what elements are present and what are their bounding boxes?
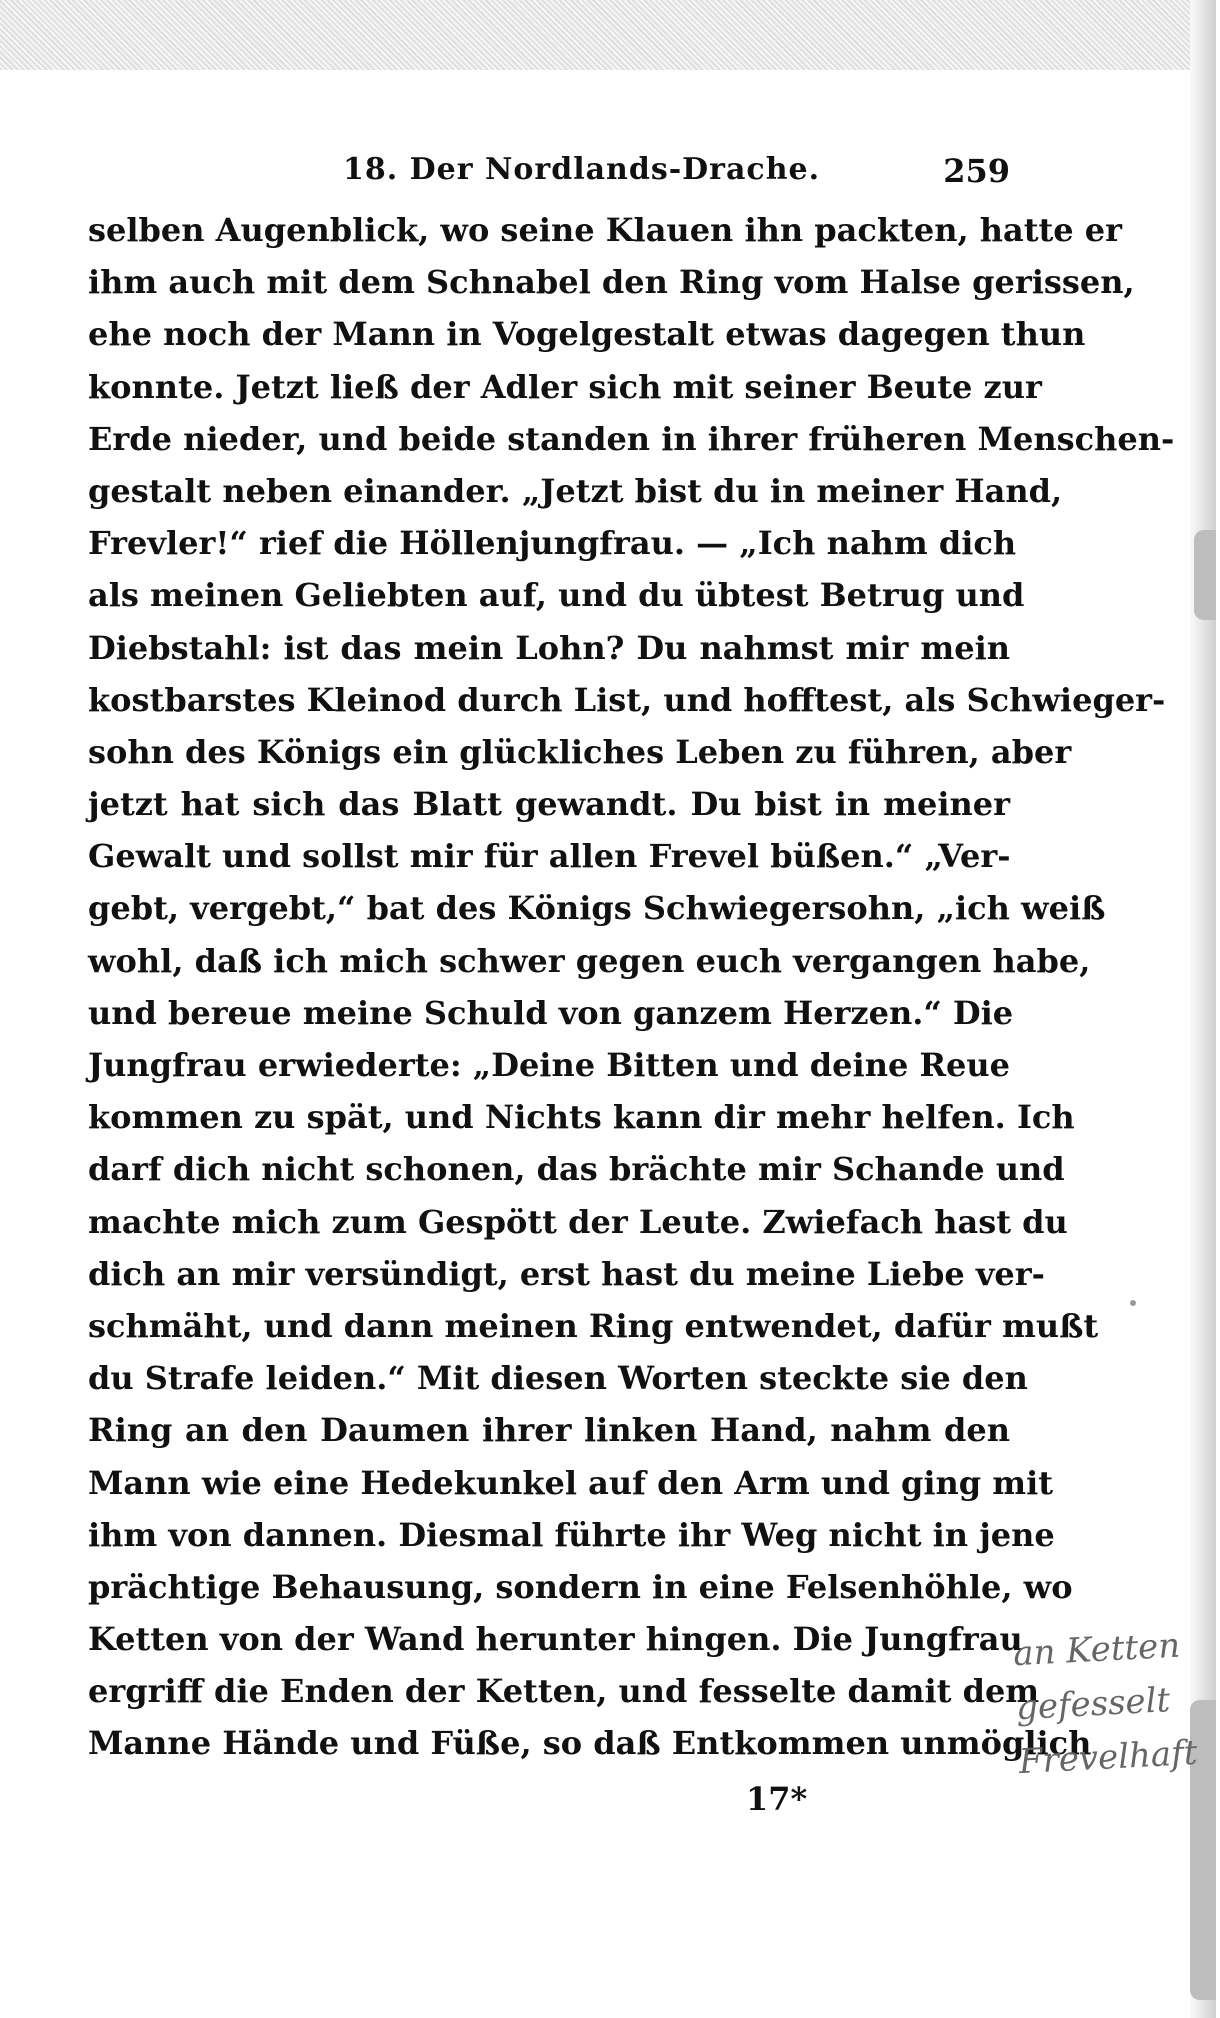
text-line: als meinen Geliebten auf, und du übtest Betrug und [88,576,1025,615]
text-line: selben Augenblick, wo seine Klauen ihn packten, hatte er [88,211,1123,249]
text-line: machte mich zum Gespött der Leute. Zwiefach hast du [88,1202,1068,1241]
text-line: Mann wie eine Hedekunkel auf den Arm und ging mit [88,1463,1054,1502]
margin-note-line: an Ketten [1012,1625,1182,1675]
text-line: jetzt hat sich das Blatt gewandt. Du bist in meiner [88,785,1010,824]
page-footer [88,1776,1010,1824]
text-line: ihm von dannen. Diesmal führte ihr Weg nicht in jene [88,1515,1055,1554]
signature-mark: 17* [746,1779,808,1818]
text-line: konnte. Jetzt ließ der Adler sich mit seiner Beute zur [88,367,1042,406]
text-line: und bereue meine Schuld von ganzem Herzen.“ Die [88,993,1014,1032]
text-line: gestalt neben einander. „Jetzt bist du in meiner Hand, [88,471,1063,510]
chapter-title: 18. Der Nordlands-Drache. [343,152,821,187]
scan-edge-top [0,0,1216,70]
handwritten-margin-note [1012,1617,1220,1789]
running-header [88,140,1010,200]
text-line: kommen zu spät, und Nichts kann dir mehr helfen. Ich [88,1098,1075,1137]
text-line: Erde nieder, und beide standen in ihrer früheren Menschen- [88,419,1175,458]
text-line: sohn des Königs ein glückliches Leben zu führen, aber [88,732,1072,771]
text-line: ehe noch der Mann in Vogelgestalt etwas dagegen thun [88,315,1086,354]
scan-shadow [1194,530,1216,620]
page-number: 259 [943,152,1010,190]
margin-note-line: gefesselt [1015,1680,1172,1729]
text-line: darf dich nicht schonen, das brächte mir Schande und [88,1150,1065,1189]
text-line: schmäht, und dann meinen Ring entwendet, dafür mußt [88,1306,1099,1345]
ink-speck [1130,1300,1136,1306]
text-line: Frevler!“ rief die Höllenjungfrau. — „Ich nahm dich [88,524,1017,563]
text-line: dich an mir versündigt, erst hast du meine Liebe ver- [88,1254,1045,1293]
text-line: Ring an den Daumen ihrer linken Hand, nahm den [88,1411,1010,1450]
text-line: prächtige Behausung, sondern in eine Felsenhöhle, wo [88,1567,1073,1606]
text-line: Ketten von der Wand herunter hingen. Die Jungfrau [88,1620,1023,1659]
text-line: du Strafe leiden.“ Mit diesen Worten steckte sie den [88,1359,1028,1398]
text-line: Jungfrau erwiederte: „Deine Bitten und deine Reue [88,1046,1011,1084]
text-line: Manne Hände und Füße, so daß Entkommen unmöglich [88,1724,1092,1763]
text-line: ergriff die Enden der Ketten, und fesselte damit dem [88,1672,1040,1711]
margin-note-line: Frevelhaft [1017,1732,1199,1783]
text-line: wohl, daß ich mich schwer gegen euch vergangen habe, [88,941,1091,980]
text-line: Diebstahl: ist das mein Lohn? Du nahmst mir mein [88,628,1010,667]
text-line: kostbarstes Kleinod durch List, und hofftest, als Schwieger- [88,680,1166,719]
text-line: gebt, vergebt,“ bat des Königs Schwiegersohn, „ich weiß [88,889,1106,928]
text-line: Gewalt und sollst mir für allen Frevel büßen.“ „Ver- [88,837,1011,876]
text-line: ihm auch mit dem Schnabel den Ring vom Halse gerissen, [88,263,1135,302]
